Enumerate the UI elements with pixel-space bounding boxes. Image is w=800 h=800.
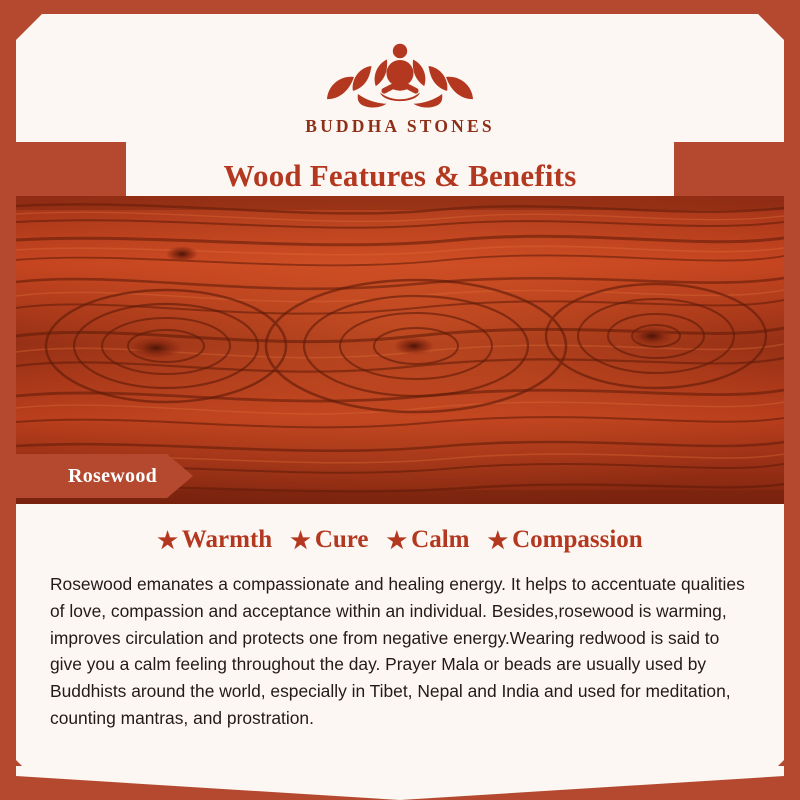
keyword-item — [157, 526, 272, 554]
poster-card — [16, 14, 784, 786]
keyword-item — [290, 526, 368, 554]
brand-block — [16, 14, 784, 149]
keyword-label: Compassion — [512, 526, 643, 553]
star-icon: ★ — [487, 527, 509, 553]
corner-accent-bottom-left — [0, 744, 56, 800]
brand-name: BUDDHA STONES — [305, 116, 495, 136]
wood-name-tag — [16, 454, 193, 498]
page-title: Wood Features & Benefits — [223, 158, 577, 193]
tag-point-decoration — [167, 454, 193, 498]
lotus-meditation-icon — [316, 32, 484, 114]
description-paragraph: Rosewood emanates a compassionate and healing energy. It helps to accentuate qualities of love, compassion and acceptance within an individual. Besides,rosewood is warming, improves circulation and protects one from negative energy.Wearing redwood is said to give you a calm feeling throughout the day. Prayer Mala or beads are usually used by Buddhists around the world, especially in Tibet, Nepal and India and used for meditation, counting mantras, and prostration. — [50, 574, 745, 728]
corner-accent-top-right — [744, 0, 800, 56]
description-panel — [16, 504, 784, 786]
keyword-row — [42, 526, 758, 554]
keyword-item — [387, 526, 470, 554]
wood-name-label: Rosewood — [16, 454, 167, 498]
keyword-item — [487, 526, 642, 554]
star-icon: ★ — [386, 527, 408, 553]
star-icon: ★ — [157, 527, 178, 553]
keyword-label: Cure — [314, 526, 369, 553]
corner-accent-bottom-right — [744, 744, 800, 800]
keyword-label: Warmth — [181, 526, 273, 553]
corner-accent-top-left — [0, 0, 56, 56]
keyword-label: Calm — [411, 526, 470, 553]
star-icon: ★ — [290, 527, 311, 553]
